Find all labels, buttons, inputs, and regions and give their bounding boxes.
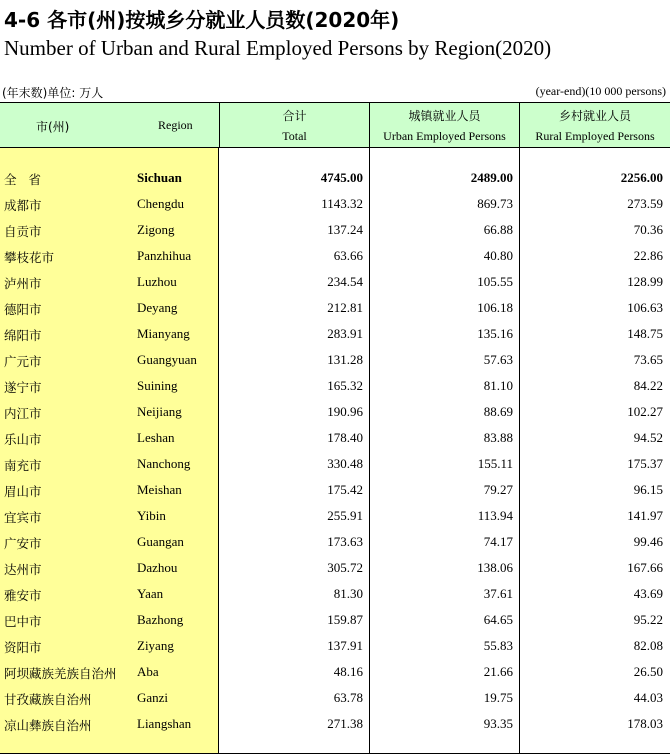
region-name-en: Aba (137, 664, 159, 679)
rural-value: 96.15 (633, 482, 663, 497)
urban-value: 138.06 (477, 560, 513, 575)
urban-value: 55.83 (483, 638, 513, 653)
header-region (0, 103, 220, 147)
urban-value: 19.75 (483, 690, 513, 705)
rural-value: 178.03 (627, 716, 663, 731)
table-row (0, 347, 670, 373)
urban-value: 93.35 (483, 716, 513, 731)
region-name-cn: 眉山市 (4, 484, 42, 499)
total-value: 63.66 (333, 248, 363, 263)
urban-value: 37.61 (483, 586, 513, 601)
urban-value: 113.94 (477, 508, 513, 523)
unit-note-chinese: (年末数)单位: 万人 (2, 86, 104, 100)
header-city-cn: 市(州) (36, 120, 70, 134)
total-value: 48.16 (333, 664, 363, 679)
rural-value: 106.63 (627, 300, 663, 315)
rural-value: 94.52 (633, 430, 663, 445)
header-total-en: Total (282, 129, 307, 143)
rural-value: 99.46 (633, 534, 663, 549)
table-bottom-rule (0, 753, 670, 754)
table-row (0, 373, 670, 399)
region-name-en: Bazhong (137, 612, 184, 627)
rural-value: 70.36 (633, 222, 663, 237)
total-value: 255.91 (327, 508, 363, 523)
urban-value: 66.88 (483, 222, 513, 237)
region-name-cn: 泸州市 (4, 276, 42, 291)
total-value: 1143.32 (321, 196, 363, 211)
region-name-cn: 凉山彝族自治州 (4, 718, 92, 733)
rural-value: 22.86 (633, 248, 663, 263)
region-name-en: Zigong (137, 222, 175, 237)
total-value: 305.72 (327, 560, 363, 575)
region-name-en: Ziyang (137, 638, 174, 653)
region-name-en: Sichuan (137, 170, 182, 185)
total-value: 4745.00 (320, 170, 363, 185)
urban-value: 155.11 (477, 456, 513, 471)
rural-value: 175.37 (627, 456, 663, 471)
total-value: 137.24 (327, 222, 363, 237)
rural-value: 102.27 (627, 404, 663, 419)
region-name-cn: 自贡市 (4, 224, 42, 239)
total-value: 330.48 (327, 456, 363, 471)
table-title-chinese: 4-6 各市(州)按城乡分就业人员数(2020年) (4, 8, 400, 32)
header-urban-cn: 城镇就业人员 (408, 109, 481, 123)
region-name-en: Liangshan (137, 716, 192, 731)
region-name-cn: 资阳市 (4, 640, 42, 655)
header-total (220, 103, 370, 147)
header-region-en: Region (158, 118, 193, 132)
urban-value: 88.69 (483, 404, 513, 419)
region-name-en: Nanchong (137, 456, 191, 471)
table-row (0, 451, 670, 477)
table-row (0, 607, 670, 633)
region-name-en: Ganzi (137, 690, 169, 705)
urban-value: 106.18 (477, 300, 513, 315)
total-value: 178.40 (327, 430, 363, 445)
region-name-en: Leshan (137, 430, 175, 445)
rural-value: 84.22 (633, 378, 663, 393)
urban-value: 57.63 (483, 352, 513, 367)
rural-value: 82.08 (633, 638, 663, 653)
region-name-cn: 南充市 (4, 458, 42, 473)
total-value: 63.78 (333, 690, 363, 705)
region-name-en: Guangan (137, 534, 184, 549)
table-row (0, 711, 670, 737)
table-row (0, 243, 670, 269)
region-name-cn: 德阳市 (4, 302, 42, 317)
unit-note-english: (year-end)(10 000 persons) (535, 84, 666, 98)
table-row (0, 217, 670, 243)
region-name-en: Chengdu (137, 196, 184, 211)
region-name-cn: 攀枝花市 (4, 250, 55, 265)
table-row (0, 555, 670, 581)
urban-value: 105.55 (477, 274, 513, 289)
region-name-cn: 成都市 (4, 198, 42, 213)
header-rural-en: Rural Employed Persons (535, 129, 655, 143)
urban-value: 79.27 (483, 482, 513, 497)
region-name-cn: 广元市 (4, 354, 42, 369)
urban-value: 64.65 (483, 612, 513, 627)
total-value: 234.54 (327, 274, 363, 289)
region-name-cn: 乐山市 (4, 432, 42, 447)
table-row (0, 191, 670, 217)
urban-value: 2489.00 (470, 170, 513, 185)
region-name-cn: 雅安市 (4, 588, 42, 603)
total-value: 173.63 (327, 534, 363, 549)
urban-value: 40.80 (483, 248, 513, 263)
region-name-en: Luzhou (137, 274, 177, 289)
table-row (0, 399, 670, 425)
region-name-cn: 全 省 (4, 172, 45, 187)
urban-value: 21.66 (483, 664, 513, 679)
urban-value: 83.88 (483, 430, 513, 445)
table-row (0, 529, 670, 555)
region-name-cn: 广安市 (4, 536, 42, 551)
region-name-cn: 阿坝藏族羌族自治州 (4, 666, 117, 681)
region-name-cn: 达州市 (4, 562, 42, 577)
total-value: 137.91 (327, 638, 363, 653)
table-row (0, 165, 670, 191)
total-value: 81.30 (333, 586, 363, 601)
table-row (0, 477, 670, 503)
table-row (0, 321, 670, 347)
table-row (0, 581, 670, 607)
header-rural (520, 103, 670, 147)
region-name-cn: 巴中市 (4, 614, 42, 629)
table-row (0, 425, 670, 451)
rural-value: 128.99 (627, 274, 663, 289)
region-name-en: Meishan (137, 482, 182, 497)
region-name-en: Yibin (137, 508, 166, 523)
header-total-cn: 合计 (282, 109, 307, 123)
header-urban (370, 103, 520, 147)
region-name-en: Panzhihua (137, 248, 192, 263)
region-name-cn: 遂宁市 (4, 380, 42, 395)
total-value: 212.81 (327, 300, 363, 315)
region-name-en: Deyang (137, 300, 178, 315)
rural-value: 44.03 (633, 690, 663, 705)
region-name-en: Dazhou (137, 560, 178, 575)
total-value: 283.91 (327, 326, 363, 341)
total-value: 271.38 (327, 716, 363, 731)
total-value: 165.32 (327, 378, 363, 393)
table-row (0, 269, 670, 295)
region-name-en: Guangyuan (137, 352, 197, 367)
region-name-cn: 甘孜藏族自治州 (4, 692, 92, 707)
rural-value: 73.65 (633, 352, 663, 367)
rural-value: 43.69 (633, 586, 663, 601)
region-name-cn: 内江市 (4, 406, 42, 421)
rural-value: 167.66 (627, 560, 663, 575)
region-name-cn: 宜宾市 (4, 510, 42, 525)
table-row (0, 295, 670, 321)
urban-value: 74.17 (483, 534, 513, 549)
rural-value: 2256.00 (620, 170, 663, 185)
table-row (0, 503, 670, 529)
region-name-en: Mianyang (137, 326, 190, 341)
region-name-en: Yaan (137, 586, 164, 601)
region-name-cn: 绵阳市 (4, 328, 42, 343)
total-value: 175.42 (327, 482, 363, 497)
header-rural-cn: 乡村就业人员 (558, 109, 631, 123)
region-name-en: Suining (137, 378, 178, 393)
rural-value: 141.97 (627, 508, 663, 523)
table-row (0, 633, 670, 659)
rural-value: 95.22 (633, 612, 663, 627)
header-urban-en: Urban Employed Persons (383, 129, 506, 143)
table-row (0, 659, 670, 685)
table-title-english: Number of Urban and Rural Employed Persons by Region(2020) (4, 36, 552, 60)
rural-value: 148.75 (627, 326, 663, 341)
total-value: 131.28 (327, 352, 363, 367)
total-value: 190.96 (327, 404, 363, 419)
total-value: 159.87 (327, 612, 363, 627)
rural-value: 26.50 (633, 664, 663, 679)
urban-value: 869.73 (477, 196, 513, 211)
urban-value: 135.16 (477, 326, 513, 341)
urban-value: 81.10 (483, 378, 513, 393)
table-row (0, 685, 670, 711)
region-name-en: Neijiang (137, 404, 182, 419)
rural-value: 273.59 (627, 196, 663, 211)
